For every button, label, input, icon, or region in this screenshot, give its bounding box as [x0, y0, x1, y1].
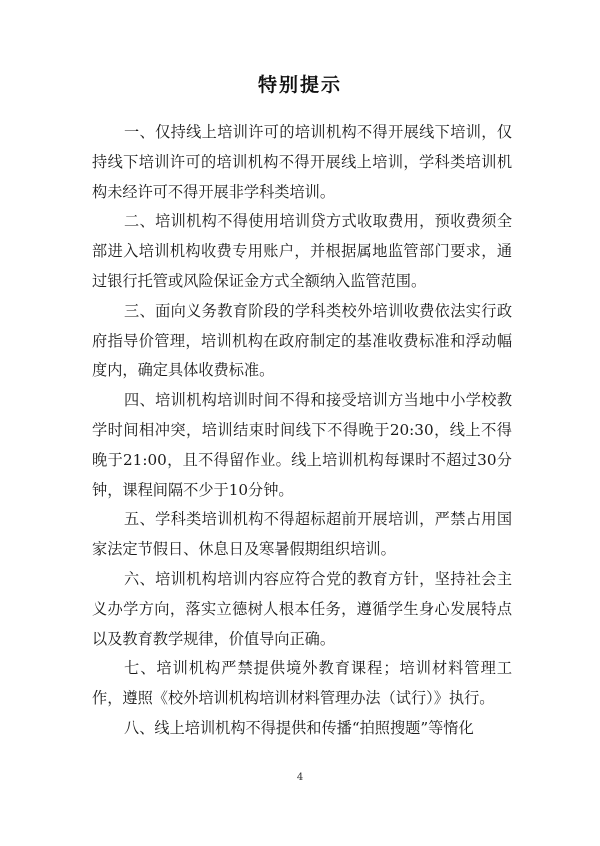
notice-body — [92, 118, 512, 744]
paragraph-4: 四、培训机构培训时间不得和接受培训方当地中小学校教学时间相冲突，培训结束时间线下不得晚于20:30，线上不得晚于21:00，且不得留作业。线上培训机构每课时不超过30分钟，课程间隔不少于10分钟。 — [92, 391, 512, 499]
page-title: 特别提示 — [257, 74, 342, 96]
paragraph-8: 八、线上培训机构不得提供和传播“拍照搜题”等惰化 — [124, 718, 474, 737]
paragraph-7: 七、培训机构严禁提供境外教育课程；培训材料管理工作，遵照《校外培训机构培训材料管理办法（试行）》执行。 — [92, 659, 512, 708]
paragraph-1: 一、仅持线上培训许可的培训机构不得开展线下培训，仅持线下培训许可的培训机构不得开展线上培训，学科类培训机构未经许可不得开展非学科类培训。 — [92, 123, 512, 201]
paragraph-6: 六、培训机构培训内容应符合党的教育方针，坚持社会主义办学方向，落实立德树人根本任务，遵循学生身心发展特点以及教育教学规律，价值导向正确。 — [92, 569, 512, 648]
paragraph-2: 二、培训机构不得使用培训贷方式收取费用，预收费须全部进入培训机构收费专用账户，并根据属地监管部门要求，通过银行托管或风险保证金方式全额纳入监管范围。 — [92, 212, 512, 290]
paragraph-3: 三、面向义务教育阶段的学科类校外培训收费依法实行政府指导价管理，培训机构在政府制定的基准收费标准和浮动幅度内，确定具体收费标准。 — [92, 301, 512, 380]
paragraph-5: 五、学科类培训机构不得超标超前开展培训，严禁占用国家法定节假日、休息日及寒暑假期组织培训。 — [92, 510, 512, 559]
page-number: 4 — [296, 772, 304, 783]
